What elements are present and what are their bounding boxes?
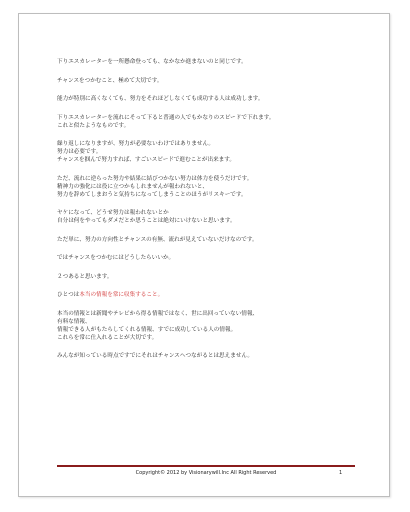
paragraph: 繰り返しになりますが、努力が必要ないわけではありません。 努力は必要です。 チャンスを掴んで努力すれば、すごいスピードで進むことが出来ます。	[57, 141, 235, 163]
highlighted-paragraph	[57, 291, 357, 299]
paragraph: ただ単に、努力の方向性とチャンスの有無、流れが見えていないだけなのです。	[57, 236, 258, 243]
paragraph: チャンスをつかむこと、極めて大切です。	[57, 77, 163, 84]
paragraph: ヤケになって、どうせ努力は報われないとか 自分は何をやってもダメだとか思うことは絶対にいけないと思います。	[57, 210, 236, 224]
page-number: 1	[339, 470, 343, 476]
paragraph: 能力が特別に高くなくても、努力をそれほどしなくても成功する人は成功します。	[57, 96, 264, 102]
footer-divider	[57, 465, 355, 467]
paragraph: みんなが知っている時点ですでにそれはチャンスへつながるとは思えません。	[57, 353, 253, 359]
highlight-red-text: 本当の情報を常に収集すること。	[79, 292, 164, 298]
document-page	[18, 13, 390, 497]
paragraph: 本当の情報とは新聞やテレビから得る情報ではなく、世に出回っていない情報、 有料な情報、 情報できる人がもたらしてくれる情報、すでに成功している人の情報。 これらを常に仕入れることが大切です。	[57, 310, 259, 341]
paragraph: ではチャンスをつかむにはどうしたらいいか。	[57, 255, 175, 261]
highlight-prefix: ひとつは	[57, 292, 80, 298]
paragraph: 下りエスカレーターを一所懸命登っても、なかなか進まないのと同じです。	[57, 59, 247, 65]
paragraph: ２つあると思います。	[57, 273, 113, 280]
paragraph: ただ、流れに逆らった努力や結果に結びつかない努力は体力を使うだけです。 精神力の強化には役に立つかもしれませんが報われないと、 努力を辞めてしまおうと気持ちになってしまうことのほうがリスキーです。	[57, 175, 253, 198]
document-body	[57, 58, 357, 371]
paragraph: 下りエスカレーターを流れにそって下ると普通の人でもかなりのスピードで下れます。 これと似たようなものです。	[57, 114, 275, 129]
footer-copyright: Copyright© 2012 by Visionarywill.Inc All Right Reserved	[135, 470, 277, 476]
